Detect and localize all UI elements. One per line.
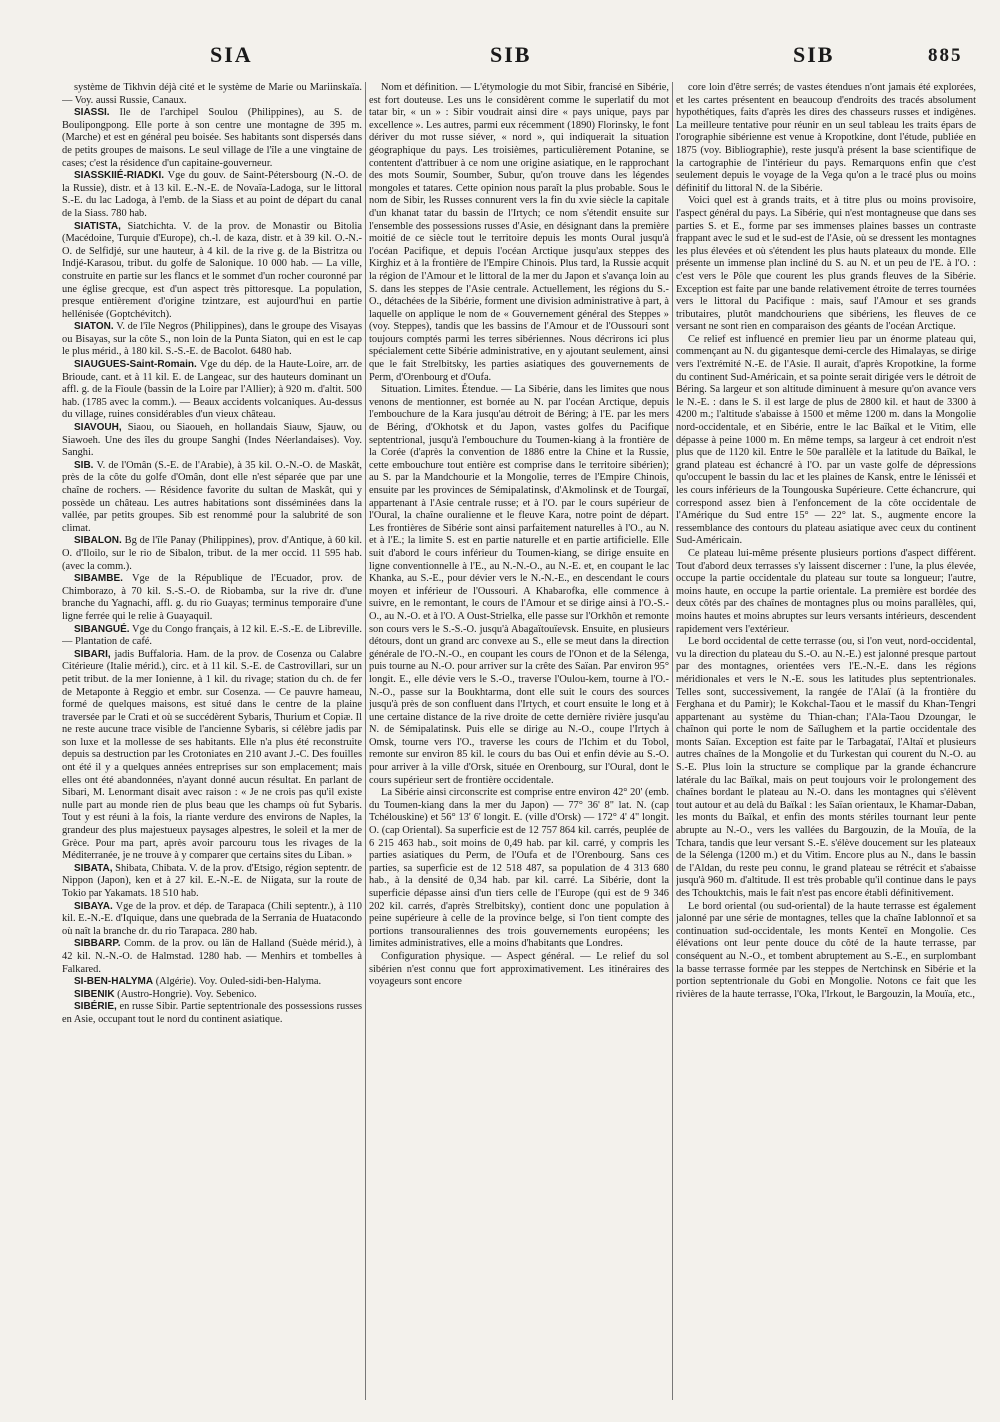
text-column-2	[369, 82, 669, 1402]
entry-text: système de Tikhvin déjà cité et le système de Marie ou Mariinskaïa. — Voy. aussi Russie, Canaux.	[62, 82, 362, 106]
entry-headword: SIASSI.	[74, 107, 110, 119]
header-left-guide-word: SIA	[210, 42, 253, 67]
entry-text: Siatchichta. V. de la prov. de Monastir ou Bitolia (Macédoine, Turquie d'Europe), ch.-l. de kaza, distr. et à 39 kil. O.-N.-O. de Selfidjé, sur une hauteur, à 4 kil. de la rive g. de la Bistritza ou Indjé-Karasou, tribut. du golfe de Salonique. 10 000 hab. — La ville, construite en partie sur les flancs et le sommet d'un rocher couronné par une église grecque, est d'un aspect très pittoresque. La population, presque entièrement d'origine tzintzare, est aujourd'hui en partie hellénisée (Goptchévitch).	[62, 220, 362, 320]
dictionary-entry	[62, 573, 362, 623]
entry-text: (Algérie). Voy. Ouled-sidi-ben-Halyma.	[155, 976, 322, 988]
entry-text: La Sibérie ainsi circonscrite est comprise entre environ 42° 20' (emb. du Toumen-kiang dans la mer du Japon) — 77° 36' 8" lat. N. (cap Tchélouskine) et 56° 13' 6' longit. E. (ville d'Orsk) — 172° 4' 4" longit. O. (cap Oriental). Sa superficie est de 12 757 864 kil. carrés, peuplée de 6 215 463 hab., soit moins de 0,49 hab. par kil. carré, y compris les parties asiatiques du Perm, de l'Oufa et de l'Orenbourg. Sans ces parties, sa superficie est de 12 518 487, sa population de 4 313 680 hab., à la densité de 0,34 hab. par kil. carré. La Sibérie, dont la superficie dépasse ainsi d'un tiers celle de l'Europe (qui est de 9 346 202 kil. carrés, d'après Strelbitsky), contient donc une population à peine supérieure à celle de la province belge, si l'on tient compte des portions transouraliennes des trois gouvernements européens; les limites administratives, elle a moins d'habitants que Londres.	[369, 787, 669, 950]
entry-headword: SIBANGUÉ.	[74, 623, 130, 635]
entry-headword: SIBBARP.	[74, 938, 121, 950]
text-column-3	[676, 82, 976, 1402]
entry-text: Configuration physique. — Aspect général. — Le relief du sol sibérien n'est connu que fort approximativement. Les itinéraires des voyageurs sont encore	[369, 950, 669, 988]
dictionary-entry	[62, 460, 362, 536]
dictionary-entry	[62, 170, 362, 220]
entry-text: V. de l'Omân (S.-E. de l'Arabie), à 35 kil. O.-N.-O. de Maskât, près de la côte du golfe d'Omân, dont elle n'est séparée que par une chaîne de rochers. — Résidence favorite du sultan de Maskât, qui y possède un château. Les autres habitations sont disséminées dans la vallée, par petits groupes. Sib est renommé pour la salubrité de son climat.	[62, 459, 362, 534]
entry-text: jadis Buffaloria. Ham. de la prov. de Cosenza ou Calabre Citérieure (Italie mérid.), circ. et à 11 kil. S.-E. de Castrovillari, sur un petit tribut. de la mer Ionienne, à 1 kil. du rivage; station du ch. de fer de Metaponte à Reggio et embr. sur Cosenza. — Ce pauvre hameau, formé de quelques maisons, est situé dans le centre de la plaine traversée par le Crati et où se succédèrent Sybaris, Thurium et Copiæ. Il ne reste aucune trace visible de l'ancienne Sybaris, si célèbre jadis par son luxe et la mollesse de ses habitants. Elle n'a plus été reconstruite depuis sa destruction par les Crotoniates en 210 avant J.-C. Des fouilles ont été il y a quelques années entreprises sur son emplacement; mais elles ont été abandonnées, n'ayant donné aucun résultat. En parlant de Sibari, M. Lenormant disait avec raison : « Je ne crois pas qu'il existe nulle part au monde rien de plus beau que les champs où fut Sybaris. Tout y est réuni à la fois, la riante verdure des environs de Naples, la grandeur des plus majestueux paysages alpestres, le soleil et la mer de Grèce. Pour ma part, après avoir parcouru tous les rivages de la Méditerranée, je ne trouve à y comparer que certains sites du Liban. »	[62, 648, 362, 862]
dictionary-entry	[62, 624, 362, 649]
entry-headword: SIBAMBE.	[74, 573, 123, 585]
entry-text: Vge du Congo français, à 12 kil. E.-S.-E. de Libreville. — Plantation de café.	[62, 623, 362, 648]
entry-text: Situation. Limites. Étendue. — La Sibérie, dans les limites que nous venons de mentionner, est bornée au N. par l'océan Arctique, depuis l'embouchure de la Kara jusqu'au détroit de Béring; à l'E. par les mers de Béring, d'Okhotsk et du Japon, vastes golfes du Pacifique septentrional, jusqu'à l'embouchure du Toumen-kiang à la frontière de la Corée (d'après la convention de 1886 entre la Chine et la Russie, cette embouchure tout entière est comprise dans le territoire sibérien); au S. par la Mandchourie et la Mongolie, terres de l'Empire Chinois, ensuite par les provinces de Sémipalatinsk, d'Akmolinsk et de Tourgaï, appartenant à l'Asie centrale russe; et à l'O. par le cours supérieur de l'Oural, la chaîne ouralienne et le fleuve Kara, notre point de départ. Les frontières de Sibérie sont ainsi parfaitement naturelles à l'O., au N. et à l'E.; la limite S. est en partie naturelle et en partie artificielle. Elle suit d'abord le cours inférieur du Toumen-kiang, se dirige ensuite en ligne conventionnelle à l'E., au N.-N.-O., au N.-E. et, en coupant le lac Khanka, au S.-E., pour dévier vers le N.-N.-E., en descendant le cours moyen et inférieur de l'Oussouri. A Khabarofka, elle commence à suivre, en le remontant, le cours de l'Amour et se dirige ainsi à l'O.-S.-O., au N.-O. et à l'O. A Oust-Strielka, elle passe sur l'Orkhôn et remonte son cours vers le S.-S.-O. jusqu'à Abagaïtouïevsk. Ensuite, en plusieurs détours, dont un grand arc convexe au S., elle se meut dans la direction générale de l'O.-N.-O., en coupant les cours de l'Onon et de la Sélenga, puis tourne au N.-O. pour arriver sur la crête des Saïan. Par environ 95° longit. E., elle dévie vers le S.-O., traverse l'Oulou-kem, tourne à l'O.-N.-O., passe sur la Boukhtarma, dont elle suit le cours des sources jusqu'à près de son confluent dans l'Irtych, et court ensuite le long et à une certaine distance de la rive droite de cette dernière rivière jusqu'au N. de Sémipalatinsk. Puis elle se dirige au N.-O., coupe l'Irtych à Omsk, tourne vers l'O., traverse les cours de l'Ichim et du Tobol, remonte sur environ 85 kil. le cours du bas Oui et enfin dévie au S.-O. pour arriver à la ville d'Orsk, située en Orenbourg, sur l'Oural, dont le cours supérieur sert de frontière occidentale.	[369, 384, 669, 786]
paragraph	[369, 384, 669, 787]
entry-text: Ce plateau lui-même présente plusieurs portions d'aspect différent. Tout d'abord deux terrasses s'y laissent discerner : l'une, la plus élevée, occupe la partie occidentale du plateau sur toute sa longueur; l'autre, moins haute, en occupe la partie orientale. La première est bordée des deux côtés par des chaînes de montagnes plus ou moins parallèles, qui, moins hautes et moins abruptes sur leurs versants intérieurs, descendent rapidement vers l'extérieur.	[676, 547, 976, 635]
header-center-guide-word: SIB	[490, 42, 532, 67]
paragraph	[369, 787, 669, 951]
entry-text: (Austro-Hongrie). Voy. Sebenico.	[117, 988, 257, 1000]
dictionary-entry	[62, 221, 362, 322]
dictionary-entry	[62, 938, 362, 976]
running-header	[60, 42, 975, 78]
entry-text: core loin d'être serrés; de vastes étendues n'ont jamais été explorées, et les cartes présentent en beaucoup d'endroits des tracés absolument hypothétiques, faits d'après les dires des chasseurs russes et indigènes. La meilleure tentative pour réunir en un seul tableau les traits épars de l'orographie sibérienne est venue à Kropotkine, dont l'étude, publiée en 1875 (voy. Bibliographie), reste jusqu'à présent la base scientifique de la cartographie de l'intérieur du pays. Remarquons enfin que c'est seulement depuis le voyage de la Vega qu'on a le tracé plus ou moins définitif du littoral N. de la Sibérie.	[676, 82, 976, 194]
dictionary-entry	[62, 976, 362, 989]
entry-headword: SIBENIK	[74, 988, 115, 1000]
entry-headword: SIAVOUH,	[74, 422, 122, 434]
entry-text: Vge de la prov. et dép. de Tarapaca (Chili septentr.), à 110 kil. E.-N.-E. d'Iquique, dans une quebrada de la Serrania de Huatacondo où naît la branche dr. du rio Tarapaca. 280 hab.	[62, 900, 362, 937]
entry-text: Ce relief est influencé en premier lieu par un énorme plateau qui, commençant au N. du gigantesque demi-cercle des Himalayas, se dirige vers l'extrémité N.-E. de l'Asie. Il aurait, d'après Kropotkine, la forme du continent Sud-Américain, et sa pointe serait dirigée vers le détroit de Béring. Sa largeur et son altitude diminuent à mesure qu'on avance vers le N.-E. : dans le S. il est large de plus de 2800 kil. et haut de 3300 à 4200 m.; l'altitude s'abaisse à 1500 et même 1200 m. dans la Mongolie nord-occidentale, et en Sibérie, entre le lac Baïkal et le Vitim, elle dépasse à peine 1000 m. En même temps, sa largeur à cet endroit n'est plus que de 1120 kil. Entre le 50e parallèle et la latitude du Baïkal, le grand plateau est échancré à l'O. par un vaste golfe de dépressions qu'occupent le bassin du lac et les plaines de Kansk, entre le Iénisséi et les cours inférieurs de la Toungouska Supérieure. Cette échancrure, qui correspond assez bien à l'enfoncement de la côte occidentale de l'Amérique du Sud entre 15° — 22° lat. S., augmente encore la ressemblance des contours du plateau asiatique avec ceux du continent Sud-Américain.	[676, 333, 976, 547]
entry-text: Vge du gouv. de Saint-Pétersbourg (N.-O. de la Russie), distr. et à 13 kil. E.-N.-E. de Novaïa-Ladoga, sur le littoral S.-E. du lac Ladoga, à l'emb. de la Siass et au point de départ du canal de la Siass. 780 hab.	[62, 170, 362, 219]
paragraph	[676, 82, 976, 195]
entry-headword: SI-BEN-HALYMA	[74, 976, 154, 988]
entry-headword: SIASSKIIÉ-RIADKI.	[74, 170, 165, 182]
entry-text: Le bord occidental de cette terrasse (ou, si l'on veut, nord-occidental, vu la direction du plateau du S.-O. au N.-E.) est jalonné presque partout par des montagnes, orientées vers l'E.-N.-E. dans les régions méridionales et vers le N.-E. sous les latitudes plus septentrionales. Telles sont, successivement, la rangée de l'Alaï (à la frontière du Ferghana et du Pamir); le Kokchal-Taou et le massif du Khan-Tengri appartenant au système du Thian-chan; l'Ala-Taou Dzoungar, le chaînon qui porte le nom de Saïlughem et la partie occidentale des monts Saïan. Exception est faite par le Tarbagataï, l'Altaï et plusieurs autres chaînes de la Mongolie et du Turkestan qui courent du N.-O. au S.-E. Plus loin la structure se complique par la grande échancrure latérale du lac Baïkal, mais on peut toujours voir le prolongement des chaînes bordant le plateau au N.-O. dans les montagnes qui s'élèvent tout autour et au delà du Baïkal : les Saïan orientaux, le Khamar-Daban, les monts du Baïkal, et enfin des monts stériles tournant leur pente abrupte au N.-O., vers les vallées du Bargouzin, de la Mouïa, de la Tchara, tandis que leur versant S.-E. s'élève doucement sur les plateaux de la Sélenga (1200 m.) et du Vitim. Encore plus au N., dans le bassin de l'Aldan, du reste peu connu, le grand plateau se rétrécit et s'abaisse jusqu'à 960 m. d'altitude. Il est très probable qu'il continue dans le pays des Tchouktchis, mais le fait n'est pas encore établi définitivement.	[676, 636, 976, 899]
dictionary-entry	[62, 649, 362, 863]
dictionary-entry	[62, 863, 362, 901]
entry-text: Bg de l'île Panay (Philippines), prov. d'Antique, à 60 kil. O. d'Iloilo, sur le rio de Sibalon, tribut. de la mer occid. 11 595 hab. (avec la comm.).	[62, 535, 362, 572]
dictionary-entry	[62, 359, 362, 422]
dictionary-entry	[62, 422, 362, 460]
column-divider	[672, 82, 673, 1400]
entry-text: Le bord oriental (ou sud-oriental) de la haute terrasse est également jalonné par une série de montagnes, telles que la chaîne Iablonnoï et sa continuation sud-occidentale, les monts Kenteï en Mongolie. Ces élévations ont leur pente douce du côté de la haute terrasse, par conséquent au N.-O., et tombent abruptement au S.-E., en surplombant la basse terrasse formée par les steppes de Nertchinsk en Sibérie et la portion septentrionale du Gobi en Mongolie. Notons ce fait que les rivières de la haute terrasse, l'Oka, l'Irkout, le Bargouzin, la Mouïa, etc.,	[676, 900, 976, 1000]
entry-headword: SIAUGUES-Saint-Romain.	[74, 359, 197, 371]
dictionary-entry	[62, 107, 362, 170]
entry-headword: SIB.	[74, 459, 94, 471]
dictionary-entry	[62, 535, 362, 573]
entry-text: Siaou, ou Siaoueh, en hollandais Siauw, Sjauw, ou Siawoeh. Une des îles du groupe Sanghi (Indes Néerlandaises). Voy. Sanghi.	[62, 422, 362, 459]
entry-text: Shibata, Chibata. V. de la prov. d'Etsigo, région septentr. de Nippon (Japon), ken et à 27 kil. E.-N.-E. de Niigata, sur la route de Tokio par Yakamats. 18 510 hab.	[62, 862, 362, 899]
entry-text: en russe Sibir. Partie septentrionale des possessions russes en Asie, occupant tout le nord du continent asiatique.	[62, 1001, 362, 1025]
entry-headword: SIATISTA,	[74, 220, 121, 232]
paragraph	[676, 334, 976, 548]
entry-text: Voici quel est à grands traits, et à titre plus ou moins provisoire, l'aspect général du pays. La Sibérie, qui n'est montagneuse que dans ses parties S. et E., forme par ses immenses plaines basses un contraste frappant avec le sud et le sud-est de l'Asie, où se dressent les montagnes les plus élevées et où s'étendent les plus hauts plateaux du monde. Elle présente un immense plan incliné du S. au N. et un peu de l'E. à l'O. : c'est vers le Pôle que courent les plus grands fleuves de la Sibérie. Exception est faite par une bande relativement étroite de terres tournées vers le littoral du Pacifique : mais, sauf l'Amour et ses grands tributaires, plutôt mandchouriens que sibériens, les fleuves de ce versant ne sont rien en comparaison des géants de l'océan Arctique.	[676, 195, 976, 333]
entry-headword: SIATON.	[74, 321, 114, 333]
paragraph	[676, 195, 976, 334]
paragraph	[369, 82, 669, 384]
entry-headword: SIBARI,	[74, 648, 111, 660]
entry-text: Nom et définition. — L'étymologie du mot Sibir, francisé en Sibérie, est fort douteuse. Les uns le considèrent comme le superlatif du mot tatar bir, « un » : Sibir voudrait ainsi dire « pays unique, pays par excellence ». Les autres, parmi eux récemment (1890) Florinsky, le font dériver du mot russe siéver, « nord », qui indiquerait la situation géographique du pays. Les troisièmes, particulièrement Potanine, se contentent d'attribuer à ce nom une origine asiatique, en le rapprochant des mots Soumir, Soumber, Subur, qu'on trouve dans les légendes mongoles et tatares. Cette opinion nous paraît la plus probable. Sous le nom de Sibir, les Russes connurent vers la fin du xvie siècle la capitale d'un khanat tatar du bassin de l'Irtych; ce nom s'étendit ensuite sur l'ensemble des possessions russes d'Asie, en désignant dans la première moitié de ce siècle tout le territoire depuis les monts Oural jusqu'à l'océan Pacifique, et depuis l'océan Arctique jusqu'aux steppes des Kirghiz et à la frontière de l'Empire Chinois. Plus tard, la Russie acquit la région de l'Amour et le littoral de la mer du Japon et s'avança loin au S. dans les steppes de l'Asie centrale. Actuellement, les régions du S.-O., détachées de la Sibérie, forment une division administrative à part, à laquelle on applique le nom de « Gouvernement général des Steppes » (voy. Steppes), tandis que les bassins de l'Amour et de l'Oussouri sont toujours comptés parmi les terres sibériennes. Nous décrirons ici plus spécialement cette Sibérie administrative, en y ajoutant seulement, ainsi que le fait Strelbitsky, les parties asiatiques des gouvernements de Perm, d'Orenbourg et d'Oufa.	[369, 82, 669, 383]
entry-headword: SIBAYA.	[74, 900, 113, 912]
paragraph	[369, 951, 669, 989]
entry-text: Ile de l'archipel Soulou (Philippines), au S. de Boulipongpong. Elle porte à son centre une montagne de 395 m. (Marche) et est en général peu boisée. Ses habitants sont dispersés dans de petits groupes de maisons. Le seul village de l'île a une vingtaine de cases; c'est la résidence d'un capitaine-gouverneur.	[62, 107, 362, 169]
entry-text: Vge du dép. de la Haute-Loire, arr. de Brioude, cant. et à 11 kil. E. de Langeac, sur des hauteurs dominant un affl. g. de la Fioule (bassin de la Loire par l'Allier); à 920 m. d'altit. 500 hab. (1785 avec la comm.). — Beaux accidents volcaniques. Au-dessus du village, ruines considérables d'un vieux château.	[62, 359, 362, 421]
entry-headword: SIBÉRIE,	[74, 1001, 117, 1013]
text-column-1	[62, 82, 362, 1402]
header-right-guide-word: SIB	[793, 42, 835, 67]
entry-text: Comm. de la prov. ou län de Halland (Suède mérid.), à 42 kil. N.-N.-O. de Halmstad. 1280 hab. — Menhirs et tombelles à Falkared.	[62, 938, 362, 975]
dictionary-entry	[62, 901, 362, 939]
column-divider	[365, 82, 366, 1400]
dictionary-entry	[62, 321, 362, 359]
entry-headword: SIBATA,	[74, 862, 113, 874]
paragraph	[676, 636, 976, 900]
dictionary-entry	[62, 1001, 362, 1026]
dictionary-entry	[62, 989, 362, 1002]
paragraph	[676, 548, 976, 636]
paragraph	[676, 901, 976, 1002]
entry-headword: SIBALON.	[74, 535, 122, 547]
page-number: 885	[928, 45, 963, 66]
entry-text: Vge de la République de l'Ecuador, prov. de Chimborazo, à 70 kil. S.-S.-O. de Riobamba, sur la rive dr. d'une branche du Yagnachi, affl. g. du rio Guayas; terminus temporaire d'une ligne ferrée qui le relie à Guayaquil.	[62, 573, 362, 622]
entry-text: V. de l'île Negros (Philippines), dans le groupe des Visayas ou Bisayas, sur la côte S., non loin de la Punta Siaton, qui en est le cap le plus mérid., à 180 kil. S.-S.-E. de Bacolot. 6480 hab.	[62, 321, 362, 358]
paragraph	[62, 82, 362, 107]
